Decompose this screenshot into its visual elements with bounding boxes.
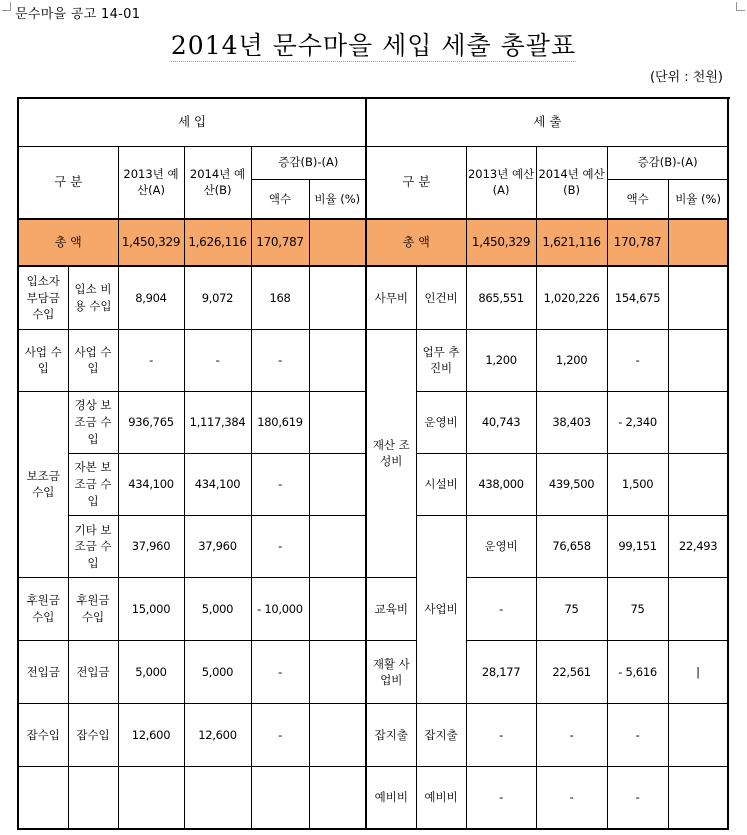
revenue-ratio-value xyxy=(309,329,366,391)
table-row xyxy=(18,767,728,829)
page-corner-mark-left xyxy=(2,2,11,11)
revenue-group: 전입금 xyxy=(18,641,68,704)
revenue-change-value: - xyxy=(251,641,309,704)
expense-section-header: 세 출 xyxy=(366,98,728,146)
revenue-2013-header: 2013년 예산(A) xyxy=(118,146,184,219)
expense-2014-value: 38,403 xyxy=(536,391,607,453)
expense-ratio-value xyxy=(668,266,728,329)
expense-amount-header: 액수 xyxy=(607,179,668,219)
expense-change-value: - xyxy=(607,767,668,829)
revenue-total-2014: 1,626,116 xyxy=(184,219,251,266)
budget-summary-table xyxy=(17,97,729,830)
revenue-item: 자본 보조금 수입 xyxy=(68,453,118,515)
expense-total-2013: 1,450,329 xyxy=(466,219,536,266)
revenue-change-value: - xyxy=(251,329,309,391)
expense-total-change: 170,787 xyxy=(607,219,668,266)
revenue-change-value: - xyxy=(251,516,309,578)
expense-2014-value: - xyxy=(536,704,607,767)
revenue-2014-header: 2014년 예산(B) xyxy=(184,146,251,219)
expense-2014-value: 1,020,226 xyxy=(536,266,607,329)
expense-ratio-value xyxy=(668,329,728,391)
revenue-2013-value: 434,100 xyxy=(118,453,184,515)
revenue-item: 경상 보조금 수입 xyxy=(68,391,118,453)
expense-change-value: - 2,340 xyxy=(607,391,668,453)
revenue-2013-value: 936,765 xyxy=(118,391,184,453)
expense-2013-value: - xyxy=(466,578,536,641)
revenue-ratio-value xyxy=(309,266,366,329)
revenue-group: 보조금 수입 xyxy=(18,391,68,577)
expense-ratio-value xyxy=(668,704,728,767)
revenue-ratio-value xyxy=(309,516,366,578)
revenue-ratio-value xyxy=(309,578,366,641)
revenue-change-value: - 10,000 xyxy=(251,578,309,641)
expense-item: 시설비 xyxy=(416,453,466,515)
expense-2014-value: 439,500 xyxy=(536,453,607,515)
revenue-change-value: - xyxy=(251,704,309,767)
expense-change-value: 22,493 xyxy=(668,516,728,578)
revenue-item: 전입금 xyxy=(68,641,118,704)
expense-2013-value: - xyxy=(466,704,536,767)
revenue-item: 사업 수입 xyxy=(68,329,118,391)
revenue-amount-header: 액수 xyxy=(251,179,309,219)
revenue-total-label: 총 액 xyxy=(18,219,118,266)
expense-group-reserve: 예비비 xyxy=(366,767,416,829)
revenue-2013-value: 5,000 xyxy=(118,641,184,704)
expense-change-header: 증감(B)-(A) xyxy=(607,146,728,179)
document-id: 문수마을 공고 14-01 xyxy=(15,7,141,22)
table-row xyxy=(18,266,728,329)
expense-group-business: 사업비 xyxy=(416,516,466,704)
revenue-item: 입소 비용 수입 xyxy=(68,266,118,329)
expense-2014-value: 22,561 xyxy=(536,641,607,704)
revenue-item: 잡수입 xyxy=(68,704,118,767)
expense-change-value: 154,675 xyxy=(607,266,668,329)
expense-group-office: 사무비 xyxy=(366,266,416,329)
expense-total-2014: 1,621,116 xyxy=(536,219,607,266)
revenue-group: 후원금 수입 xyxy=(18,578,68,641)
revenue-2014-value xyxy=(184,767,251,829)
table-row xyxy=(18,704,728,767)
revenue-2013-value: 15,000 xyxy=(118,578,184,641)
expense-2013-value: 865,551 xyxy=(466,266,536,329)
revenue-ratio-value xyxy=(309,453,366,515)
expense-change-value: 1,500 xyxy=(607,453,668,515)
revenue-change-header: 증감(B)-(A) xyxy=(251,146,366,179)
revenue-2013-value xyxy=(118,767,184,829)
revenue-2013-value: 8,904 xyxy=(118,266,184,329)
expense-item: 업무 추진비 xyxy=(416,329,466,391)
page-title xyxy=(0,26,747,62)
expense-item: 운영비 xyxy=(416,391,466,453)
expense-change-value: 75 xyxy=(607,578,668,641)
revenue-change-value: 168 xyxy=(251,266,309,329)
expense-group-property: 재산 조성비 xyxy=(366,329,416,577)
expense-2013-header: 2013년 예산(A) xyxy=(466,146,536,219)
revenue-2014-value: 12,600 xyxy=(184,704,251,767)
revenue-group xyxy=(18,767,68,829)
expense-2013-value: - xyxy=(466,767,536,829)
page-corner-mark-right xyxy=(736,2,745,11)
expense-change-value: - xyxy=(607,704,668,767)
expense-item: 운영비 xyxy=(466,516,536,578)
revenue-2014-value: 37,960 xyxy=(184,516,251,578)
revenue-2013-value: 12,600 xyxy=(118,704,184,767)
revenue-2014-value: 9,072 xyxy=(184,266,251,329)
revenue-change-value xyxy=(251,767,309,829)
expense-category-header: 구 분 xyxy=(366,146,466,219)
expense-change-value: - xyxy=(607,329,668,391)
expense-2013-value: 1,200 xyxy=(466,329,536,391)
revenue-ratio-value xyxy=(309,391,366,453)
expense-2014-header: 2014년 예산(B) xyxy=(536,146,607,219)
expense-group-misc: 잡지출 xyxy=(366,704,416,767)
revenue-item: 후원금 수입 xyxy=(68,578,118,641)
expense-ratio-header: 비율 (%) xyxy=(668,179,728,219)
title-text: 2014년 문수마을 세입 세출 총괄표 xyxy=(170,31,577,60)
revenue-item xyxy=(68,767,118,829)
revenue-section-header: 세 입 xyxy=(18,98,366,146)
expense-item: 교육비 xyxy=(366,578,416,641)
revenue-ratio-header: 비율 (%) xyxy=(309,179,366,219)
expense-item: 재활 사업비 xyxy=(366,641,416,704)
expense-2013-value: 28,177 xyxy=(466,641,536,704)
expense-total-ratio xyxy=(668,219,728,266)
revenue-2014-value: - xyxy=(184,329,251,391)
revenue-total-2013: 1,450,329 xyxy=(118,219,184,266)
revenue-2014-value: 1,117,384 xyxy=(184,391,251,453)
table-row xyxy=(18,578,728,641)
expense-ratio-value xyxy=(668,578,728,641)
table-row xyxy=(18,329,728,391)
revenue-ratio-value xyxy=(309,767,366,829)
revenue-2013-value: - xyxy=(118,329,184,391)
expense-2013-value: 438,000 xyxy=(466,453,536,515)
expense-ratio-value xyxy=(668,391,728,453)
revenue-group: 사업 수입 xyxy=(18,329,68,391)
revenue-item: 기타 보조금 수입 xyxy=(68,516,118,578)
revenue-ratio-value xyxy=(309,641,366,704)
revenue-total-change: 170,787 xyxy=(251,219,309,266)
expense-change-value: - 5,616 xyxy=(607,641,668,704)
expense-2014-value: 75 xyxy=(536,578,607,641)
expense-2013-value: 76,658 xyxy=(536,516,607,578)
expense-item: 인건비 xyxy=(416,266,466,329)
revenue-category-header: 구 분 xyxy=(18,146,118,219)
expense-2014-value: - xyxy=(536,767,607,829)
unit-note: (단위 : 천원) xyxy=(649,70,723,85)
revenue-group: 입소자 부담금 수입 xyxy=(18,266,68,329)
revenue-group: 잡수입 xyxy=(18,704,68,767)
expense-item: 예비비 xyxy=(416,767,466,829)
revenue-change-value: - xyxy=(251,453,309,515)
expense-total-label: 총 액 xyxy=(366,219,466,266)
revenue-2014-value: 5,000 xyxy=(184,578,251,641)
expense-2014-value: 1,200 xyxy=(536,329,607,391)
expense-2014-value: 99,151 xyxy=(607,516,668,578)
table-row xyxy=(18,641,728,704)
revenue-2014-value: 434,100 xyxy=(184,453,251,515)
revenue-2014-value: 5,000 xyxy=(184,641,251,704)
expense-ratio-value: | xyxy=(668,641,728,704)
revenue-ratio-value xyxy=(309,704,366,767)
revenue-2013-value: 37,960 xyxy=(118,516,184,578)
expense-ratio-value xyxy=(668,767,728,829)
revenue-change-value: 180,619 xyxy=(251,391,309,453)
revenue-total-ratio xyxy=(309,219,366,266)
expense-ratio-value xyxy=(668,453,728,515)
expense-item: 잡지출 xyxy=(416,704,466,767)
expense-2013-value: 40,743 xyxy=(466,391,536,453)
